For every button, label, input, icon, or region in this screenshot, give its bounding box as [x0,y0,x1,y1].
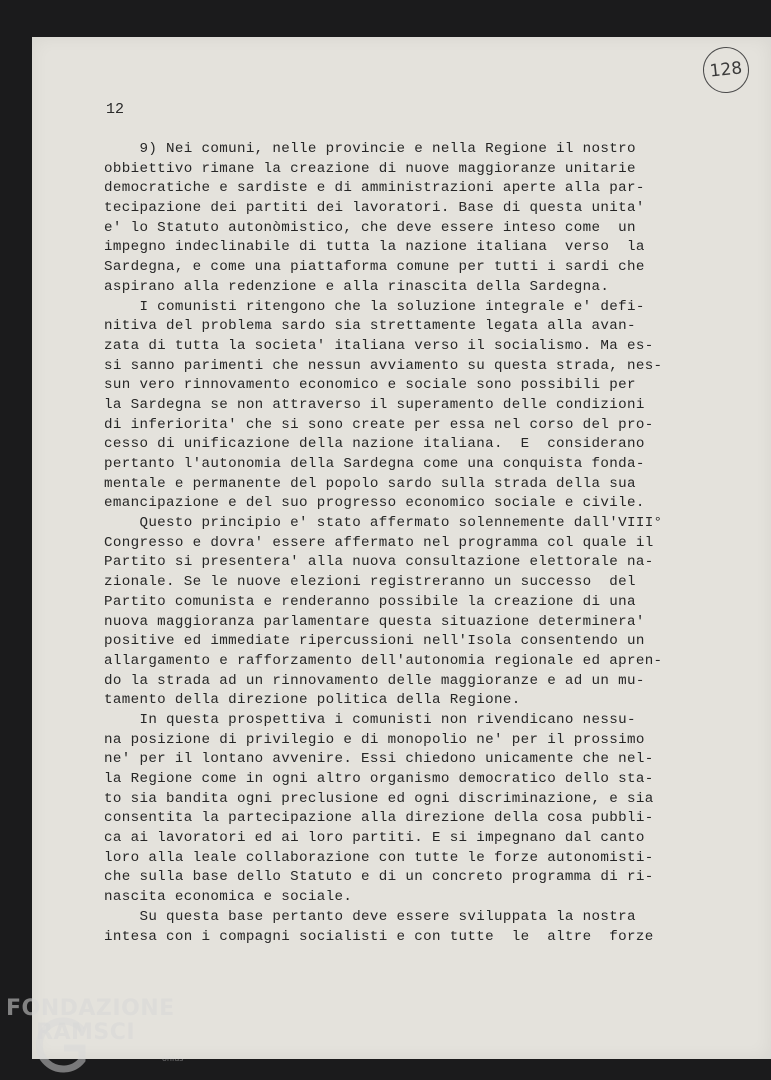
text-line: impegno indeclinabile di tutta la nazione italiana verso la [104,239,645,256]
text-line: Su questa base pertanto deve essere sviluppata la nostra [104,908,636,925]
document-body [104,140,704,947]
text-line: e' lo Statuto autonòmistico, che deve essere inteso come un [104,219,636,236]
text-line: la Regione come in ogni altro organismo democratico dello sta- [104,771,654,787]
text-line: I comunisti ritengono che la soluzione integrale e' defi- [104,298,645,315]
text-line: cesso di unificazione della nazione italiana. E considerano [104,436,645,453]
text-line: nuova maggioranza parlamentare questa situazione determinera' [104,613,645,630]
text-line: do la strada ad un rinnovamento delle maggioranze e ad un mu- [104,672,645,689]
text-line: Partito si presentera' alla nuova consultazione elettorale na- [104,554,654,571]
text-line: allargamento e rafforzamento dell'autonomia regionale ed apren- [104,652,663,669]
text-line: si sanno parimenti che nessun avviamento su questa strada, nes- [104,357,663,374]
text-line: la Sardegna se non attraverso il superamento delle condizioni [104,396,645,413]
fondazione-gramsci-watermark [6,996,206,1080]
text-line: Partito comunista e renderanno possibile la creazione di una [104,593,636,610]
text-line: In questa prospettiva i comunisti non rivendicano nessu- [104,711,636,728]
text-line: nascita economica e sociale. [104,889,353,906]
text-line: positive ed immediate ripercussioni nell'Isola consentendo un [104,633,645,650]
text-line: loro alla leale collaborazione con tutte le forze autonomisti- [104,849,654,866]
text-line: na posizione di privilegio e di monopolio ne' per il prossimo [104,731,645,748]
text-line: 9) Nei comuni, nelle provincie e nella Regione il nostro [104,141,636,157]
text-line: di inferiorita' che si sono create per essa nel corso del pro- [104,416,654,433]
text-line: consentita la partecipazione alla direzione della cosa pubbli- [104,810,654,827]
text-line: tamento della direzione politica della Regione. [104,692,521,709]
text-line: pertanto l'autonomia della Sardegna come una conquista fonda- [104,456,645,472]
text-line: obbiettivo rimane la creazione di nuove maggioranze unitarie [104,160,636,177]
page-number: 12 [106,101,125,118]
text-line: emancipazione e del suo progresso economico sociale e civile. [104,495,645,512]
watermark-line-2: RAMSCI [36,1020,136,1045]
text-line: nitiva del problema sardo sia strettamente legata alla avan- [104,318,636,335]
text-line: aspirano alla redenzione e alla rinascita della Sardegna. [104,278,610,295]
text-line: zionale. Se le nuove elezioni registreranno un successo del [104,574,636,591]
archive-number: 128 [708,58,744,82]
watermark-sub: onlus [162,1054,184,1063]
text-line: tecipazione dei partiti dei lavoratori. Base di questa unita' [104,200,645,217]
text-line: Questo principio e' stato affermato solennemente dall'VIII° [104,515,663,532]
text-line: zata di tutta la societa' italiana verso il socialismo. Ma es- [104,337,654,354]
text-line: ca ai lavoratori ed ai loro partiti. E si impegnano dal canto [104,830,645,847]
text-line: democratiche e sardiste e di amministrazioni aperte alla par- [104,180,645,197]
text-line: Congresso e dovra' essere affermato nel programma col quale il [104,534,654,551]
watermark-line-1: FONDAZIONE [6,996,175,1021]
text-line: sun vero rinnovamento economico e sociale sono possibili per [104,377,636,394]
text-line: to sia bandita ogni preclusione ed ogni discriminazione, e sia [104,790,654,807]
text-line: ne' per il lontano avvenire. Essi chiedono unicamente che nel- [104,751,654,768]
text-line: che sulla base dello Statuto e di un concreto programma di ri- [104,869,654,886]
text-line: intesa con i compagni socialisti e con tutte le altre forze [104,928,654,945]
text-line: Sardegna, e come una piattaforma comune per tutti i sardi che [104,259,645,276]
text-line: mentale e permanente del popolo sardo sulla strada della sua [104,475,636,492]
